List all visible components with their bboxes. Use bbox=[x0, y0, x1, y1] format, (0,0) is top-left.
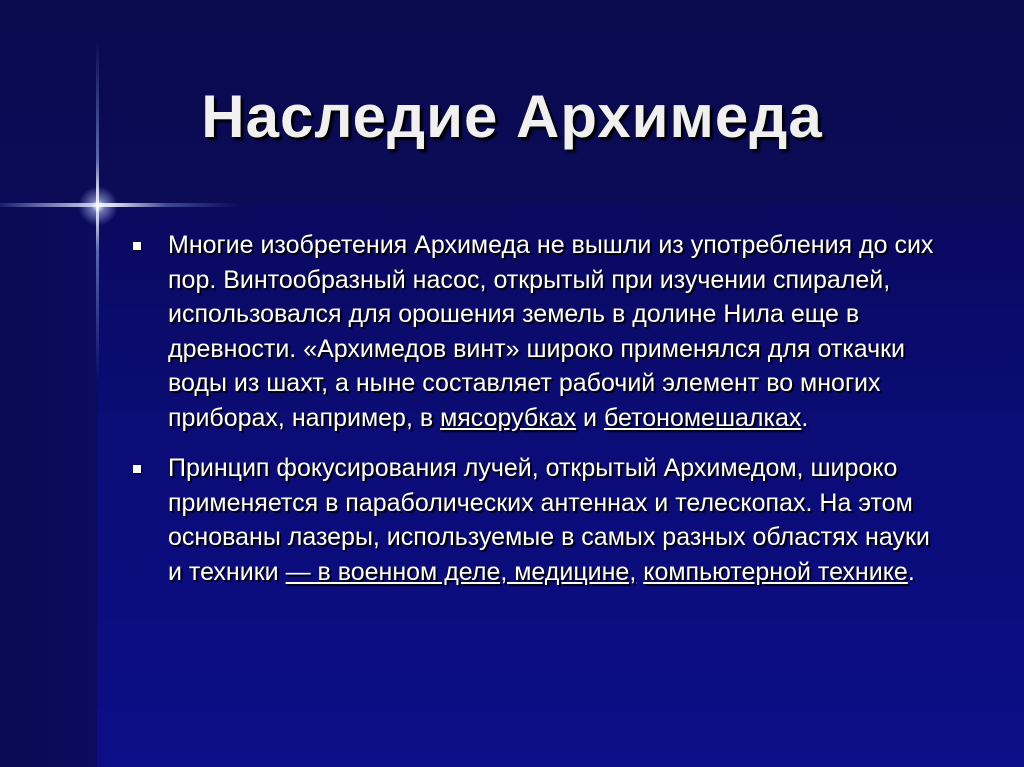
bullet-text-end: . bbox=[801, 403, 809, 432]
square-bullet-icon bbox=[133, 465, 141, 473]
left-band bbox=[0, 205, 97, 767]
link-concrete-mixers[interactable]: бетономешалках bbox=[603, 403, 802, 432]
link-computer-technology[interactable]: компьютерной технике bbox=[643, 557, 908, 586]
bullet-list bbox=[130, 228, 950, 605]
light-flare-horizontal bbox=[0, 203, 240, 207]
light-flare-star-icon bbox=[78, 186, 118, 226]
bullet-item-focusing-rays bbox=[130, 451, 950, 589]
bullet-text: Принцип фокусирования лучей, открытый Архимедом, широко применяется в параболических антеннах и телескопах. На этом основаны лазеры, используемые в самых разных областях науки и техники bbox=[168, 454, 930, 586]
link-meat-grinders[interactable]: мясорубках bbox=[440, 403, 577, 432]
slide-title: Наследие Архимеда bbox=[201, 83, 823, 150]
bullet-item-archimedes-screw bbox=[130, 228, 950, 435]
link-military-medicine[interactable]: — в военном деле, медицине, bbox=[285, 557, 637, 586]
square-bullet-icon bbox=[133, 242, 141, 250]
bullet-text-end: . bbox=[907, 557, 915, 586]
bullet-text-joiner: и bbox=[576, 403, 604, 432]
bullet-text: Многие изобретения Архимеда не вышли из употребления до сих пор. Винтообразный насос, открытый при изучении спиралей, использовался для орошения земель в долине Нила еще в древности. «Архимедов винт» широко применялся для откачки воды из шахт, а ныне составляет рабочий элемент во многих приборах, например, в bbox=[168, 231, 934, 432]
